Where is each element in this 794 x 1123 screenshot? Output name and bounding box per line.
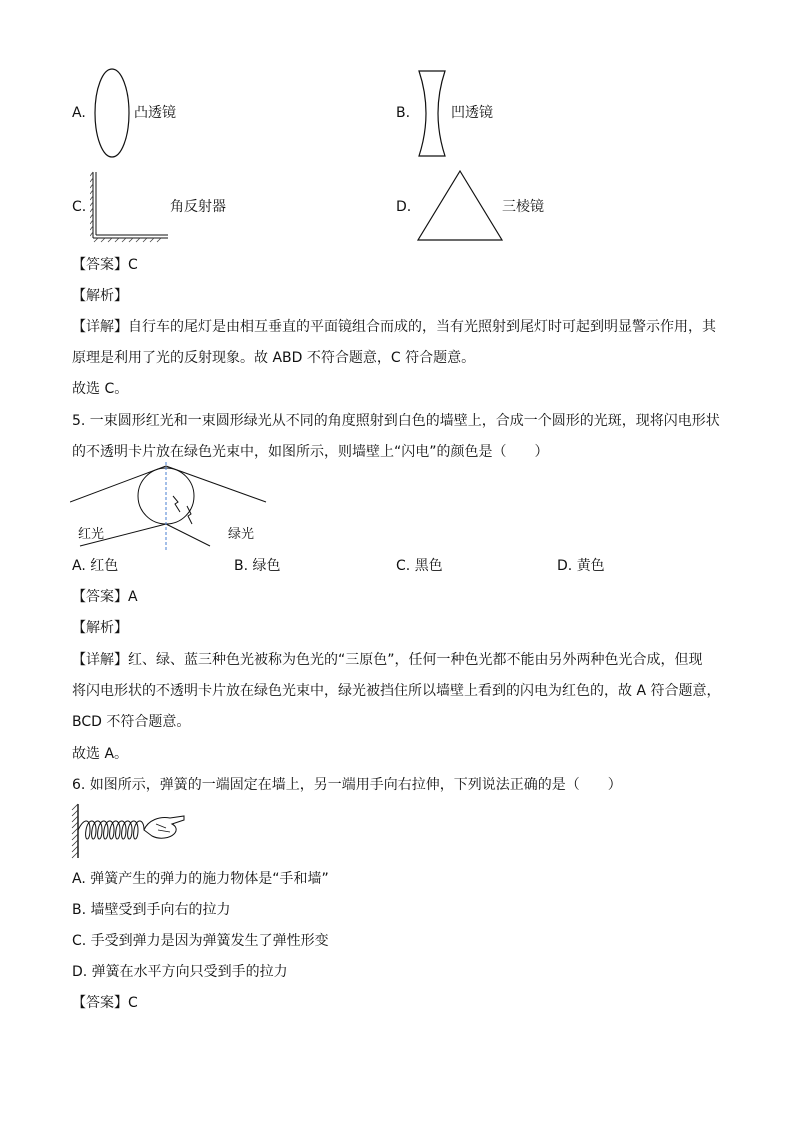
- q4-option-c-label: 角反射器: [170, 199, 226, 215]
- q5-option-c: C. 黑色: [396, 558, 443, 574]
- q5-answer: 【答案】A: [72, 589, 138, 605]
- q5-analysis-heading: 【解析】: [72, 620, 128, 636]
- green-light-label: 绿光: [228, 527, 255, 542]
- q6-stem: 6. 如图所示，弹簧的一端固定在墙上，另一端用手向右拉伸，下列说法正确的是（ ）: [72, 777, 622, 793]
- q4-conclusion: 故选 C。: [72, 381, 129, 397]
- q5-option-d: D. 黄色: [557, 558, 605, 574]
- q4-option-a-letter: A.: [72, 105, 86, 121]
- q6-option-b: B. 墙壁受到手向右的拉力: [72, 902, 231, 918]
- q4-option-d-letter: D.: [396, 199, 412, 215]
- q4-answer: 【答案】C: [72, 257, 138, 273]
- q6-option-a: A. 弹簧产生的弹力的施力物体是“手和墙”: [72, 871, 329, 887]
- q5-detail-line-3: BCD 不符合题意。: [72, 714, 191, 730]
- q4-detail-line-1: 【详解】自行车的尾灯是由相互垂直的平面镜组合而成的，当有光照射到尾灯时可起到明显警示作用，其: [72, 319, 716, 335]
- q5-detail-line-2: 将闪电形状的不透明卡片放在绿色光束中，绿光被挡住所以墙壁上看到的闪电为红色的，故 A 符合题意，: [72, 683, 721, 699]
- convex-lens-icon: [92, 68, 132, 160]
- q6-option-c: C. 手受到弹力是因为弹簧发生了弹性形变: [72, 933, 329, 949]
- q4-analysis-heading: 【解析】: [72, 288, 128, 304]
- concave-lens-icon: [414, 68, 450, 160]
- q5-stem-line-1: 5. 一束圆形红光和一束圆形绿光从不同的角度照射到白色的墙壁上，合成一个圆形的光斑，现将闪电形状: [72, 413, 720, 429]
- q5-conclusion: 故选 A。: [72, 746, 129, 762]
- q4-option-d-label: 三棱镜: [502, 199, 544, 215]
- q4-option-c-letter: C.: [72, 199, 87, 215]
- red-light-label: 红光: [78, 527, 105, 542]
- q5-option-b: B. 绿色: [234, 558, 281, 574]
- q4-detail-line-2: 原理是利用了光的反射现象。故 ABD 不符合题意，C 符合题意。: [72, 350, 476, 366]
- q4-option-a-label: 凸透镜: [134, 105, 176, 121]
- q5-option-a: A. 红色: [72, 558, 119, 574]
- q6-option-d: D. 弹簧在水平方向只受到手的拉力: [72, 964, 288, 980]
- q6-answer: 【答案】C: [72, 995, 138, 1011]
- q5-detail-line-1: 【详解】红、绿、蓝三种色光被称为色光的“三原色”，任何一种色光都不能由另外两种色光合成，但现: [72, 652, 703, 668]
- triangular-prism-icon: [416, 168, 504, 244]
- spring-hand-figure: [70, 802, 190, 860]
- corner-reflector-icon: [90, 168, 170, 244]
- q5-stem-line-2: 的不透明卡片放在绿色光束中，如图所示，则墙壁上“闪电”的颜色是（ ）: [72, 444, 549, 460]
- q4-option-b-letter: B.: [396, 105, 411, 121]
- q4-option-b-label: 凹透镜: [451, 105, 493, 121]
